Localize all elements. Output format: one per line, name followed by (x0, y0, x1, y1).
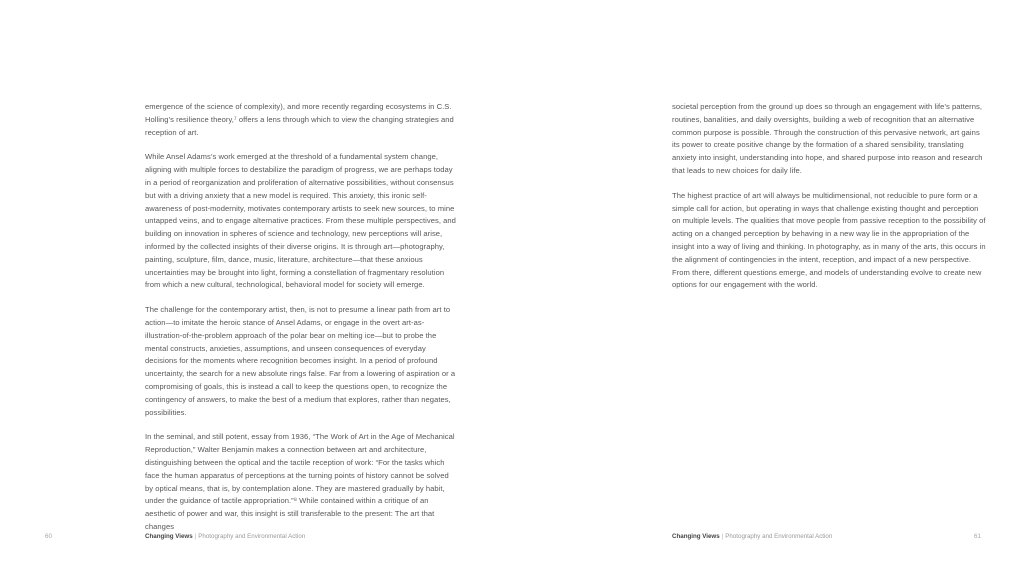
footer-chapter-title: Photography and Environmental Action (725, 533, 833, 540)
footer-chapter-title: Photography and Environmental Action (198, 533, 306, 540)
body-paragraph: societal perception from the ground up does so through an engagement with life’s patterns, routines, banalities, and daily oversights, building a web of recognition that an alternative common purpose is possible. Through the construction of this pervasive network, art gains its power to create positive change by the formation of a shared sensibility, translating anxiety into insight, understanding into hope, and shared purpose into reason and research that leads to new choices for daily life. (672, 102, 983, 175)
right-text-column (672, 101, 986, 304)
running-footer (145, 533, 305, 541)
body-paragraph: The challenge for the contemporary artist, then, is not to presume a linear path from art to action—to imitate the heroic stance of Ansel Adams, or engage in the overt art-as-illustration-of-the-problem approach of the polar bear on melting ice—but to probe the mental constructs, anxieties, assumptions, and unseen consequences of everyday decisions for the moments where recognition becomes insight. In a period of profound uncertainty, the search for a new absolute rings false. Far from a lowering of aspiration or a compromising of goals, this is instead a call to keep the questions open, to recognize the contingency of answers, to make the best of a medium that explores, rather than negates, possibilities. (145, 305, 456, 417)
body-paragraph: emergence of the science of complexity), and more recently regarding ecosystems in C.S. Holling’s resilience theory,⁷ offers a lens through which to view the changing strategies and reception of art. (145, 102, 454, 137)
footer-separator: | (721, 533, 724, 540)
footer-book-title: Changing Views (672, 533, 720, 540)
left-text-column (145, 101, 459, 546)
page-number: 60 (45, 533, 52, 540)
footer-book-title: Changing Views (145, 533, 193, 540)
running-footer (672, 533, 832, 541)
footer-separator: | (194, 533, 197, 540)
body-paragraph: The highest practice of art will always be multidimensional, not reducible to pure form or a simple call for action, but operating in ways that challenge existing thought and perception on multiple levels. The qualities that move people from passive reception to the possibility of acting on a changed perception by behaving in a new way lie in the appropriation of the insight into a way of living and thinking. In photography, as in many of the arts, this occurs in the alignment of contingencies in the intent, reception, and impact of a new perspective. From there, different questions emerge, and models of understanding evolve to create new options for our engagement with the world. (672, 190, 986, 290)
page-number: 61 (974, 533, 981, 540)
body-paragraph: While Ansel Adams’s work emerged at the threshold of a fundamental system change, aligning with multiple forces to destabilize the paradigm of progress, we are perhaps today in a period of reorganization and proliferation of alternative possibilities, without consensus but with a driving anxiety that a new model is required. This anxiety, this ironic self-awareness of post-modernity, motivates contemporary artists to seek new sources, to mine untapped veins, and to engage alternative practices. From these multiple perspectives, and building on innovation in spheres of science and technology, new perceptions will arise, informed by the collected insights of their diverse origins. It is through art—photography, painting, sculpture, film, dance, music, literature, architecture—that these anxious uncertainties may be brought into light, forming a constellation of fragmentary resolution from which a new cultural, technological, behavioral model for society will emerge. (145, 152, 456, 290)
body-paragraph: In the seminal, and still potent, essay from 1936, “The Work of Art in the Age of Mechanical Reproduction,” Walter Benjamin makes a connection between art and architecture, distinguishing between the optical and the tactile reception of work: “For the tasks which face the human apparatus of perceptions at the turning points of history cannot be solved by optical means, that is, by contemplation alone. They are mastered gradually by habit, under the guidance of tactile appropriation.”⁸ While contained within a critique of an aesthetic of power and war, this insight is still transferable to the present: The art that changes (145, 432, 455, 531)
